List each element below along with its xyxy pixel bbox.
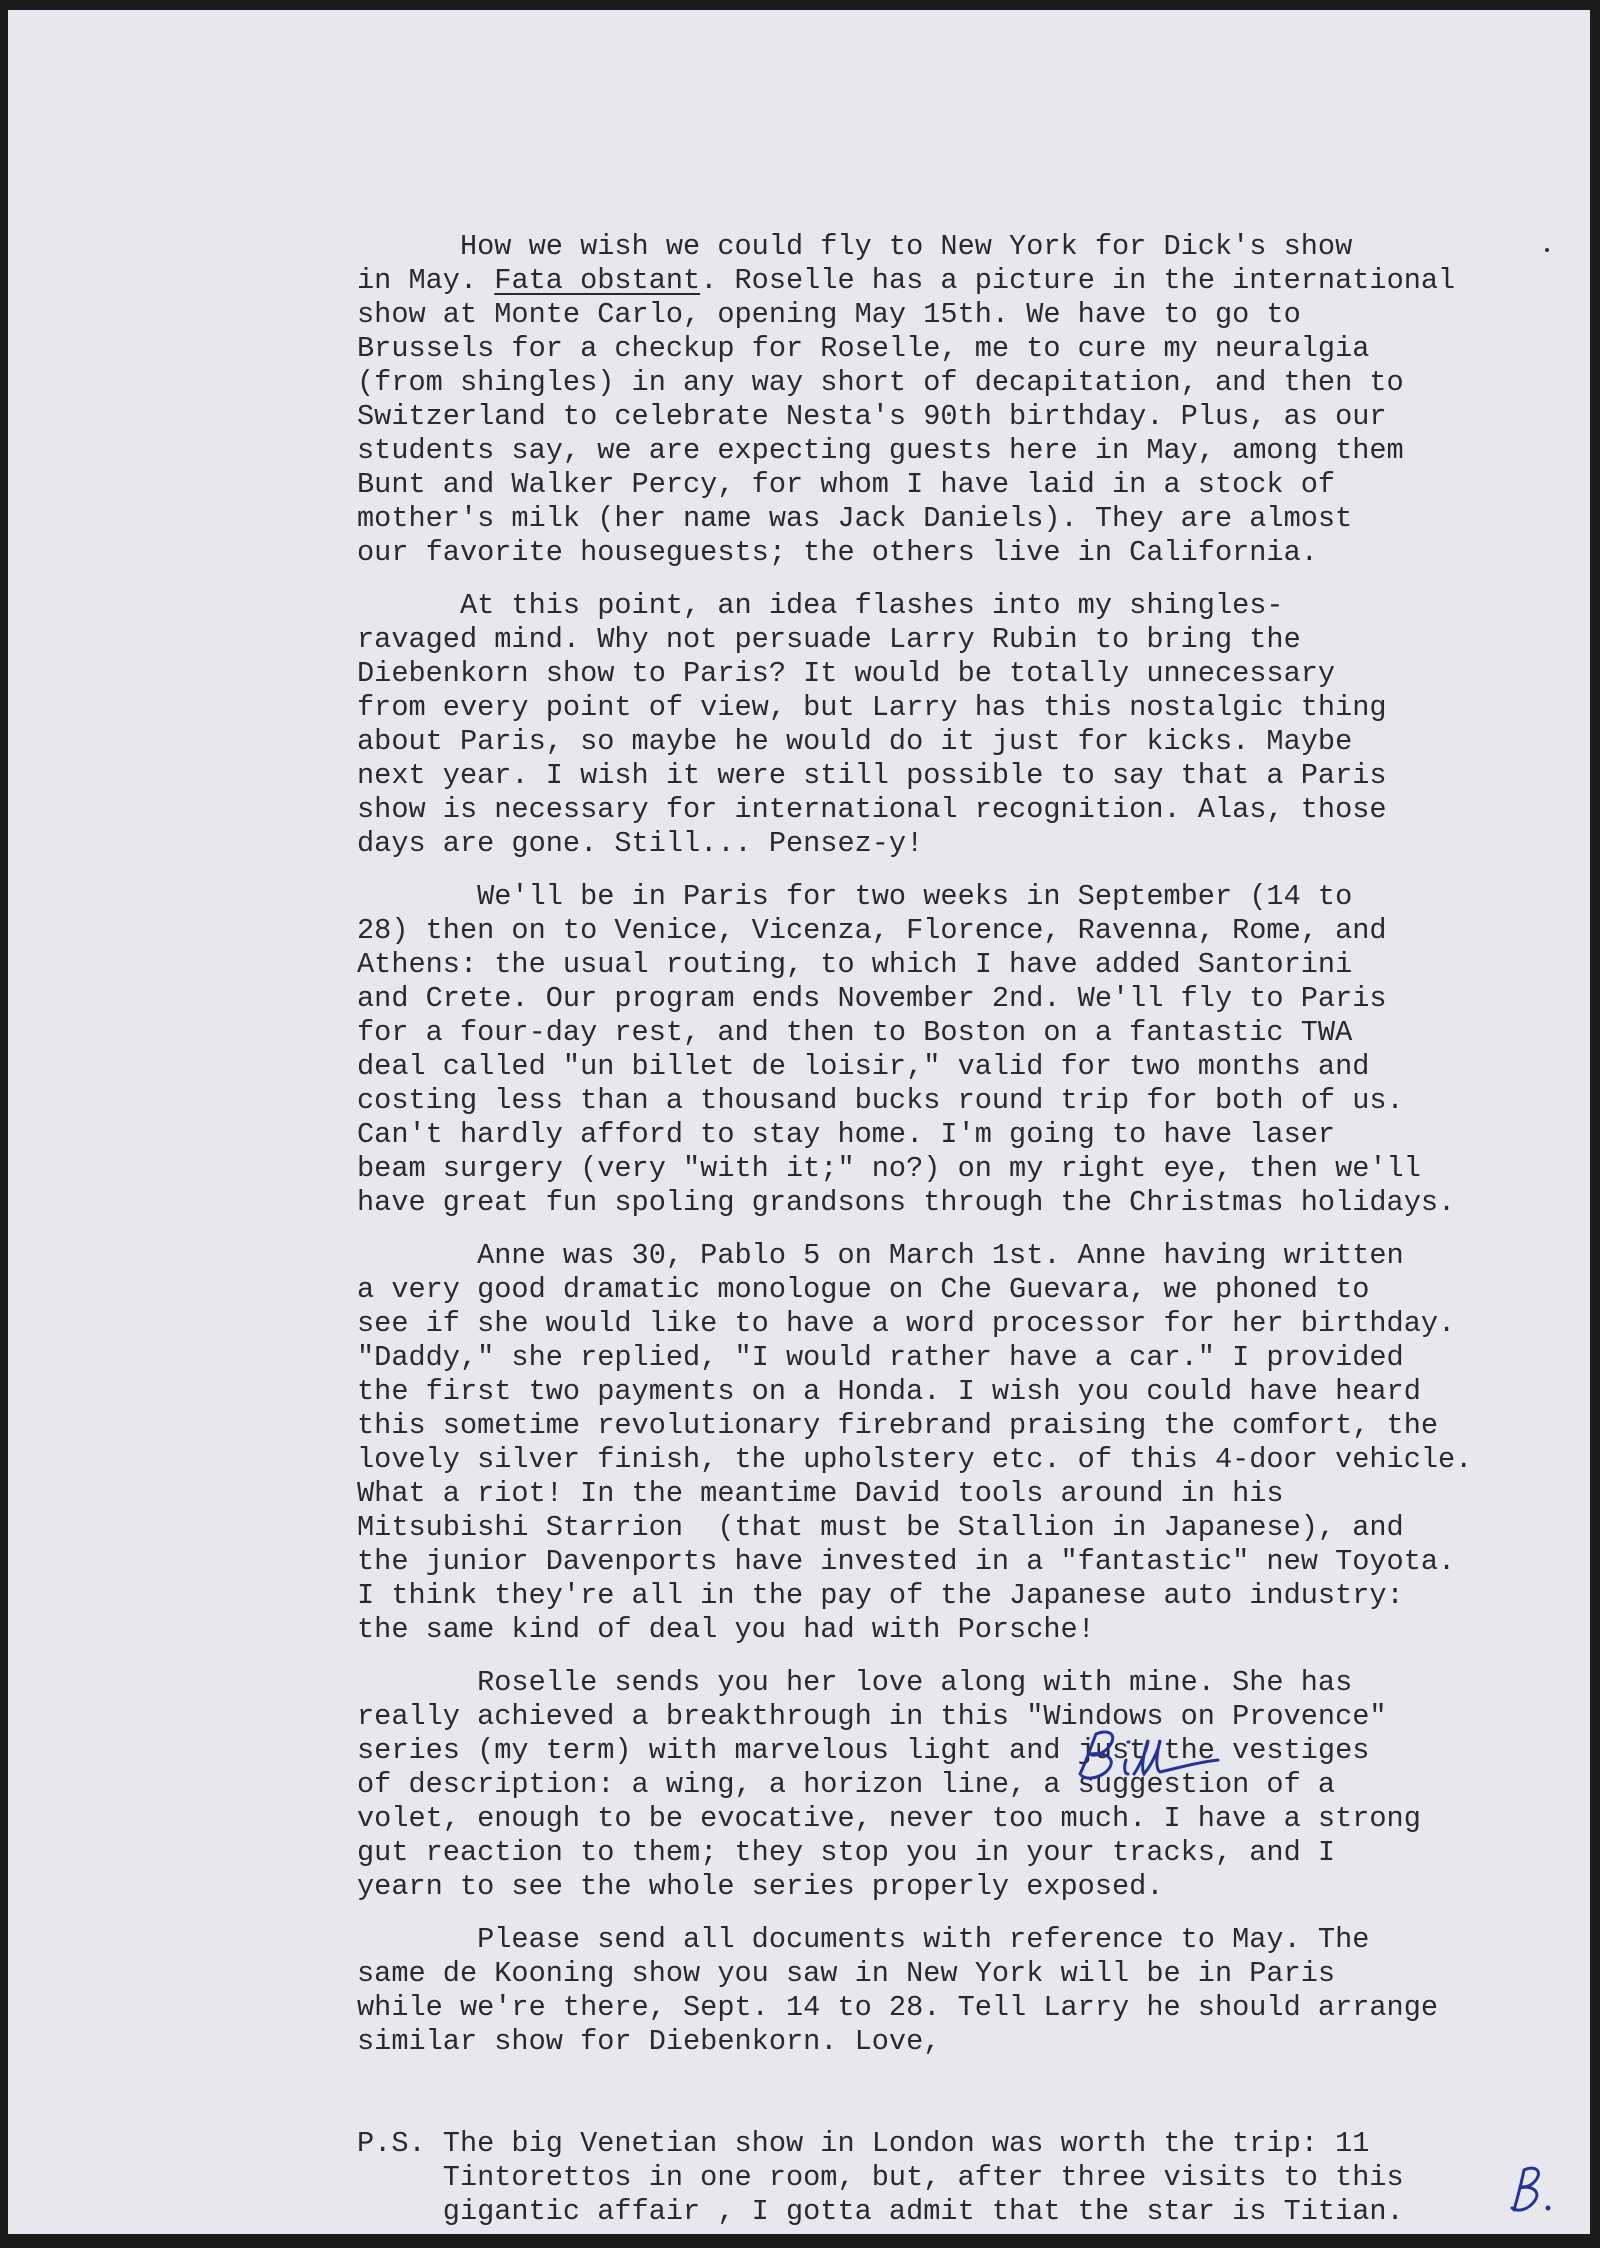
handwritten-signature <box>1068 1722 1228 1792</box>
text-line: students say, we are expecting guests here in May, among them <box>357 434 1404 467</box>
text-line: similar show for Diebenkorn. Love, <box>357 2025 941 2058</box>
text-line: Can't hardly afford to stay home. I'm going to have laser <box>357 1118 1336 1151</box>
paragraph-4 <box>357 1239 1597 1647</box>
text-line: the first two payments on a Honda. I wish you could have heard <box>357 1375 1421 1408</box>
handwritten-initial <box>1498 2160 1558 2220</box>
text-line: yearn to see the whole series properly exposed. <box>357 1870 1164 1903</box>
text-line: from every point of view, but Larry has this nostalgic thing <box>357 691 1387 724</box>
text-line: How we wish we could fly to New York for Dick's show <box>357 230 1353 263</box>
text-line: Tintorettos in one room, but, after three visits to this <box>357 2161 1404 2194</box>
text-line: our favorite houseguests; the others live in California. <box>357 536 1318 569</box>
text-run: in May. <box>357 264 495 297</box>
text-line: 28) then on to Venice, Vicenza, Florence, Ravenna, Rome, and <box>357 914 1387 947</box>
text-line: gut reaction to them; they stop you in your tracks, and I <box>357 1836 1336 1869</box>
text-line: Diebenkorn show to Paris? It would be totally unnecessary <box>357 657 1336 690</box>
paragraph-1 <box>357 230 1597 570</box>
letter-body <box>357 230 1597 2248</box>
text-line: same de Kooning show you saw in New York will be in Paris <box>357 1957 1336 1990</box>
text-line: "Daddy," she replied, "I would rather have a car." I provided <box>357 1341 1404 1374</box>
text-line <box>357 264 1597 298</box>
text-line: a very good dramatic monologue on Che Guevara, we phoned to <box>357 1273 1370 1306</box>
text-line: of description: a wing, a horizon line, a suggestion of a <box>357 1768 1336 1801</box>
text-line: see if she would like to have a word processor for her birthday. <box>357 1307 1456 1340</box>
text-line: mother's milk (her name was Jack Daniels). They are almost <box>357 502 1353 535</box>
text-line: this sometime revolutionary firebrand praising the comfort, the <box>357 1409 1439 1442</box>
paragraph-5 <box>357 1666 1597 1904</box>
paragraph-6 <box>357 1923 1597 2059</box>
text-line: (from shingles) in any way short of decapitation, and then to <box>357 366 1404 399</box>
text-line: ravaged mind. Why not persuade Larry Rubin to bring the <box>357 623 1301 656</box>
text-line: beam surgery (very "with it;" no?) on my right eye, then we'll <box>357 1152 1421 1185</box>
text-line: and Crete. Our program ends November 2nd. We'll fly to Paris <box>357 982 1387 1015</box>
text-line: the junior Davenports have invested in a "fantastic" new Toyota. <box>357 1545 1456 1578</box>
text-line: Roselle sends you her love along with mine. She has <box>357 1666 1353 1699</box>
text-line: Anne was 30, Pablo 5 on March 1st. Anne having written <box>357 1239 1404 1272</box>
text-line: show at Monte Carlo, opening May 15th. We have to go to <box>357 298 1301 331</box>
text-line: lovely silver finish, the upholstery etc. of this 4-door vehicle. <box>357 1443 1473 1476</box>
text-line: Athens: the usual routing, to which I have added Santorini <box>357 948 1353 981</box>
text-line: volet, enough to be evocative, never too much. I have a strong <box>357 1802 1421 1835</box>
postscript <box>357 2127 1597 2229</box>
text-line: At this point, an idea flashes into my shingles- <box>357 589 1284 622</box>
text-line: really achieved a breakthrough in this "Windows on Provence" <box>357 1700 1387 1733</box>
text-line: I think they're all in the pay of the Japanese auto industry: <box>357 1579 1404 1612</box>
text-line: days are gone. Still... Pensez-y! <box>357 827 924 860</box>
text-line: while we're there, Sept. 14 to 28. Tell Larry he should arrange <box>357 1991 1439 2024</box>
text-line: show is necessary for international recognition. Alas, those <box>357 793 1387 826</box>
text-line: Bunt and Walker Percy, for whom I have laid in a stock of <box>357 468 1336 501</box>
paragraph-3 <box>357 880 1597 1220</box>
text-line: deal called "un billet de loisir," valid for two months and <box>357 1050 1370 1083</box>
text-line: have great fun spoling grandsons through the Christmas holidays. <box>357 1186 1456 1219</box>
text-line: Mitsubishi Starrion (that must be Stallion in Japanese), and <box>357 1511 1404 1544</box>
text-line: series (my term) with marvelous light and just the vestiges <box>357 1734 1370 1767</box>
text-line: costing less than a thousand bucks round trip for both of us. <box>357 1084 1404 1117</box>
text-line: What a riot! In the meantime David tools around in his <box>357 1477 1284 1510</box>
text-line: gigantic affair , I gotta admit that the star is Titian. <box>357 2195 1404 2228</box>
text-line: We'll be in Paris for two weeks in September (14 to <box>357 880 1353 913</box>
text-line: the same kind of deal you had with Porsche! <box>357 1613 1095 1646</box>
text-line: about Paris, so maybe he would do it just for kicks. Maybe <box>357 725 1353 758</box>
text-line: Please send all documents with reference to May. The <box>357 1923 1370 1956</box>
text-run: . Roselle has a picture in the international <box>700 264 1456 297</box>
text-line: Brussels for a checkup for Roselle, me to cure my neuralgia <box>357 332 1370 365</box>
text-line: next year. I wish it were still possible to say that a Paris <box>357 759 1387 792</box>
text-line: for a four-day rest, and then to Boston on a fantastic TWA <box>357 1016 1353 1049</box>
underlined-phrase: Fata obstant <box>494 264 701 297</box>
text-line: Switzerland to celebrate Nesta's 90th birthday. Plus, as our <box>357 400 1387 433</box>
text-line: P.S. The big Venetian show in London was worth the trip: 11 <box>357 2127 1370 2160</box>
paragraph-2 <box>357 589 1597 861</box>
